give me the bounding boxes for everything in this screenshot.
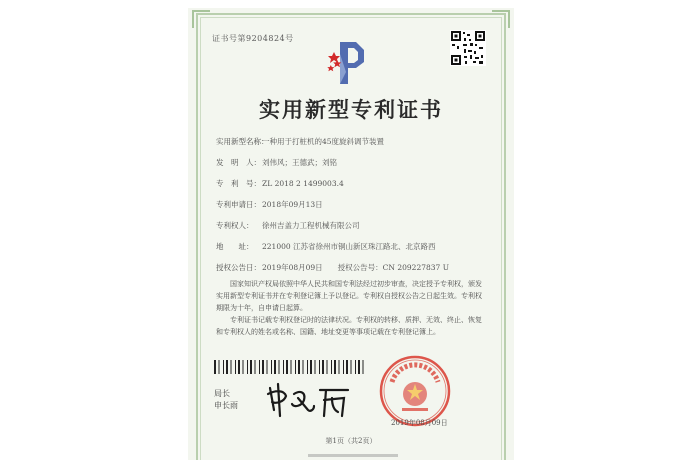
- field-label: 专利申请日：: [216, 200, 261, 209]
- field-utility-model-name: [216, 136, 384, 147]
- field-label: 实用新型名称：: [216, 137, 269, 146]
- field-value: 2019年08月09日 授权公告号：CN 209227837 U: [262, 263, 450, 272]
- signature-titles: [214, 388, 238, 412]
- certificate-number: 证书号第9204824号: [212, 34, 294, 43]
- field-value: 221000 江苏省徐州市铜山新区珠江路北、北京路西: [262, 242, 436, 251]
- certificate-title: 实用新型专利证书: [259, 97, 443, 122]
- legal-status-paragraph: 专利证书记载专利权登记时的法律状况。专利权的转移、质押、无效、终止、恢复和专利权人的姓名或名称、国籍、地址变更等事项记载在专利登记簿上。: [216, 316, 482, 336]
- field-value: 刘伟风；王德武；刘铭: [262, 158, 337, 167]
- field-label: 专 利 号：: [216, 179, 261, 188]
- field-label: 发 明 人：: [216, 158, 261, 167]
- field-inventors: [216, 157, 337, 168]
- field-label: 授权公告日：: [216, 263, 261, 272]
- ornament-corner-top-right: [492, 10, 510, 28]
- director-title: 局长: [214, 389, 230, 398]
- bottom-security-strip: [308, 452, 398, 460]
- seal-date: 2019年08月09日: [391, 419, 448, 427]
- field-label: 专利权人：: [216, 221, 254, 230]
- handwritten-signature: [264, 380, 352, 422]
- field-application-date: [216, 199, 323, 210]
- field-value: 徐州吉盖力工程机械有限公司: [262, 221, 360, 230]
- field-address: [216, 241, 436, 252]
- field-value: 2018年09月13日: [262, 200, 323, 209]
- grant-paragraph: 国家知识产权局依照中华人民共和国专利法经过初步审查，决定授予专利权，颁发实用新型专利证书并在专利登记簿上予以登记。专利权自授权公告之日起生效。专利权期限为十年，自申请日起算。: [216, 280, 482, 312]
- field-label: 地 址：: [216, 242, 254, 251]
- field-value: 一种用于打桩机的45度旋斜调节装置: [262, 137, 385, 146]
- field-value: ZL 2018 2 1499003.4: [262, 179, 344, 188]
- director-name: 申长雨: [214, 401, 238, 410]
- page-number: 第1页（共2页）: [325, 437, 377, 445]
- ornament-corner-top-left: [192, 10, 210, 28]
- cnipa-logo-icon: [326, 36, 376, 88]
- qr-code-icon: [450, 30, 486, 66]
- barcode-icon: [214, 360, 364, 374]
- patent-certificate: [188, 8, 514, 460]
- official-seal-icon: [378, 354, 452, 428]
- field-patent-number: [216, 178, 344, 189]
- field-grant-date: [216, 262, 449, 273]
- field-patentee: [216, 220, 360, 231]
